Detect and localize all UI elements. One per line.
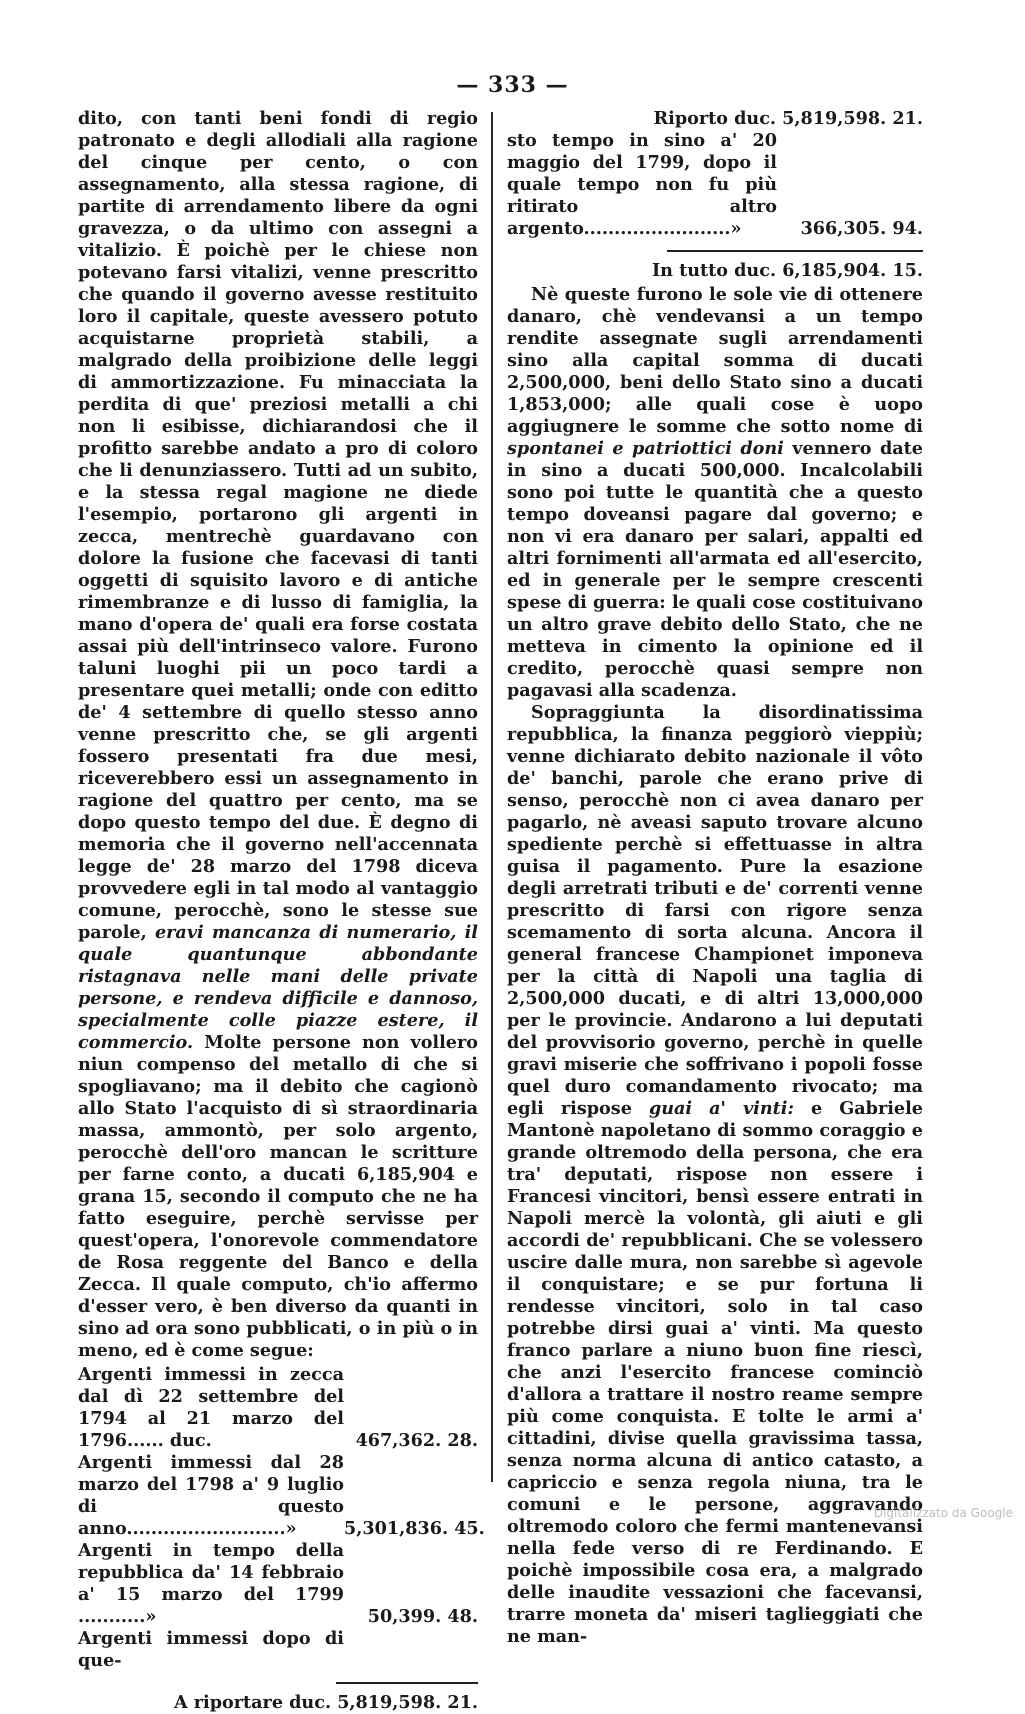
italic-phrase: spontanei e patriottici doni: [507, 438, 784, 459]
paragraph-text: e Gabriele Mantonè napoletano di sommo coraggio e grande oltremodo della persona, che era tra' deputati, rispose non essere i Francesi vincitori, bensì essere entrati in Napoli mercè la volontà, gli aiuti e gli accordi de' repubblicani. Che se volessero uscire dalle mura, non sarebbe sì agevole il conquistare; e se pur fortuna li rendesse vincitori, solo in tal caso potrebbe dirsi guai a' vinti. Ma questo franco parlare a niuno buon fine riescì, che anzi l'esercito francese cominciò d'allora a trattare il nostro reame sempre più come conquista. E tolte le armi a' cittadini, divise quella gravissima tassa, senza norma alcuna di antico catasto, a capriccio e senza regola niuna, tra le comuni e le persone, aggravando oltremodo coloro che fermi mantenevansi nella fede verso di re Ferdinando. E poichè impossibile cosa era, a malgrado delle inaudite vessazioni che facevansi, trarre moneta da' miseri taglieggiati che ne man-: [507, 1098, 923, 1647]
ledger-desc: Argenti immessi dal 28 marzo del 1798 a' 9 luglio di questo anno..........................»: [78, 1452, 344, 1539]
ledger-amount: 467,362. 28.: [355, 1430, 478, 1451]
grand-total: In tutto duc. 6,185,904. 15.: [651, 260, 923, 281]
column-divider: [491, 112, 493, 1482]
ledger-entry: [78, 1364, 478, 1452]
ledger-desc: sto tempo in sino a' 20 maggio del 1799, dopo il quale tempo non fu più ritirato altro argento........................»: [507, 130, 777, 239]
ledger-amount: 5,301,836. 45.: [344, 1518, 485, 1539]
ledger-amount: 50,399. 48.: [367, 1606, 478, 1627]
ledger-entry: [78, 1452, 485, 1540]
left-column: [78, 108, 485, 1714]
ledger-amount: 366,305. 94.: [800, 218, 923, 239]
silver-ledger: [78, 1364, 485, 1714]
carried-over: Riporto duc. 5,819,598. 21.: [653, 108, 923, 129]
left-paragraph-continued: Molte persone non vollero niun compenso del metallo di che si spogliavano; ma il debito che cagionò allo Stato l'acquisto di sì straordinaria massa, ammontò, per solo argento, perocchè dell'oro mancan le scritture per farne conto, a ducati 6,185,904 e grana 15, secondo il computo che ne ha fatto eseguire, perchè servisse per quest'opera, l'onorevole commendatore de Rosa reggente del Banco e della Zecca. Il quale computo, ch'io affermo d'esser vero, è ben diverso da quanti in sino ad ora sono pubblicati, o in più o in meno, ed è come segue:: [78, 1032, 478, 1361]
paragraph-text: vennero date in sino a ducati 500,000. Incalcolabili sono poi tutte le quantità che a questo tempo doveansi pagare dal governo; e non vi era danaro per salari, appalti ed altri fornimenti all'armata ed all'esercito, ed in generale per le sempre crescenti spese di guerra: le quali cose costituivano un altro grave debito dello Stato, che ne metteva in cimento la opinione ed il credito, perocchè quasi sempre non pagavasi alla scadenza.: [507, 438, 923, 701]
ledger-desc: Argenti immessi dopo di que-: [78, 1628, 344, 1671]
ledger-entry: [78, 1540, 478, 1628]
ledger-desc: Argenti in tempo della repubblica da' 14 febbraio a' 15 marzo del 1799 ...........»: [78, 1540, 344, 1627]
sum-rule: [667, 250, 923, 252]
italic-quote: eravi mancanza di numerario, il quale quantunque abbondante ristagnava nelle mani delle private persone, e rendeva difficile e dannoso, specialmente colle piazze estere, il commercio.: [78, 922, 478, 1053]
right-paragraph: [507, 702, 923, 1648]
page-number: — 333 —: [456, 72, 569, 98]
paragraph-text: Sopraggiunta la disordinatissima repubblica, la finanza peggiorò vieppiù; venne dichiarato debito nazionale il vôto de' banchi, parole che erano prive di senso, perocchè non ci avea danaro per pagarlo, nè aveasi saputo trovare alcuno spediente perchè si effettuasse in altra guisa il pagamento. Pure la esazione degli arretrati tributi e de' correnti venne prescritto di farsi con rigore senza scemamento di sorta alcuna. Ancora il general francese Championet imponeva per la città di Napoli una taglia di 2,500,000 ducati, e di altri 13,000,000 per le provincie. Andarono a lui deputati del provvisorio governo, perchè in quelle gravi miserie che soffrivano i popoli fosse quel duro comandamento rivocato; ma egli rispose: [507, 702, 923, 1119]
right-paragraph: [507, 284, 923, 702]
ledger-entry: [78, 1628, 478, 1672]
carry-forward: A riportare duc. 5,819,598. 21.: [173, 1692, 478, 1713]
right-column: [507, 108, 923, 1648]
ledger-entry: [507, 130, 923, 240]
paragraph-text: Nè queste furono le sole vie di ottenere danaro, chè vendevansi a un tempo rendite assegnate sugli arrendamenti sino alla capital somma di ducati 2,500,000, beni dello Stato sino a ducati 1,853,000; alle quali cose è uopo aggiugnere le somme che sotto nome di: [507, 284, 923, 437]
digitization-watermark: Digitalizzato da Google: [873, 1506, 1013, 1520]
sum-rule: [336, 1682, 478, 1684]
ledger-desc: Argenti immessi in zecca dal dì 22 settembre del 1794 al 21 marzo del 1796...... duc.: [78, 1364, 344, 1451]
italic-phrase: guai a' vinti:: [648, 1098, 794, 1119]
left-body-text: [78, 108, 478, 1362]
left-paragraph: dito, con tanti beni fondi di regio patronato e degli allodiali alla ragione del cinque per cento, o con assegnamento, alla stessa ragione, di partite di arrendamento libere da ogni gravezza, o da ultimo con assegni a vitalizio. È poichè per le chiese non potevano farsi vitalizi, venne prescritto che quando il governo avesse restituito loro il capitale, queste avessero potuto acquistarne proprietà stabili, a malgrado della proibizione delle leggi di ammortizzazione. Fu minacciata la perdita di que' preziosi metalli a chi non li esibisse, dichiarandosi che il profitto sarebbe andato a pro di coloro che li denunziassero. Tutti ad un subito, e la stessa regal magione ne diede l'esempio, portarono gli argenti in zecca, mentrechè guardavano con dolore la fusione che facevasi di tanti oggetti di squisito lavoro e di antiche rimembranze e di lusso di famiglia, la mano d'opera de' quali era forse costata assai più dell'intrinseco valore. Furono taluni luoghi pii un poco tardi a presentare quei metalli; onde con editto de' 4 settembre di quello stesso anno venne prescritto che, se gli argenti fossero presentati fra due mesi, riceverebbero essi un assegnamento in ragione del quattro per cento, ma se dopo questo tempo del due. È degno di memoria che il governo nell'accennata legge de' 28 marzo del 1798 diceva provvedere egli in tal modo al vantaggio comune, perocchè, sono le stesse sue parole,: [78, 108, 478, 943]
